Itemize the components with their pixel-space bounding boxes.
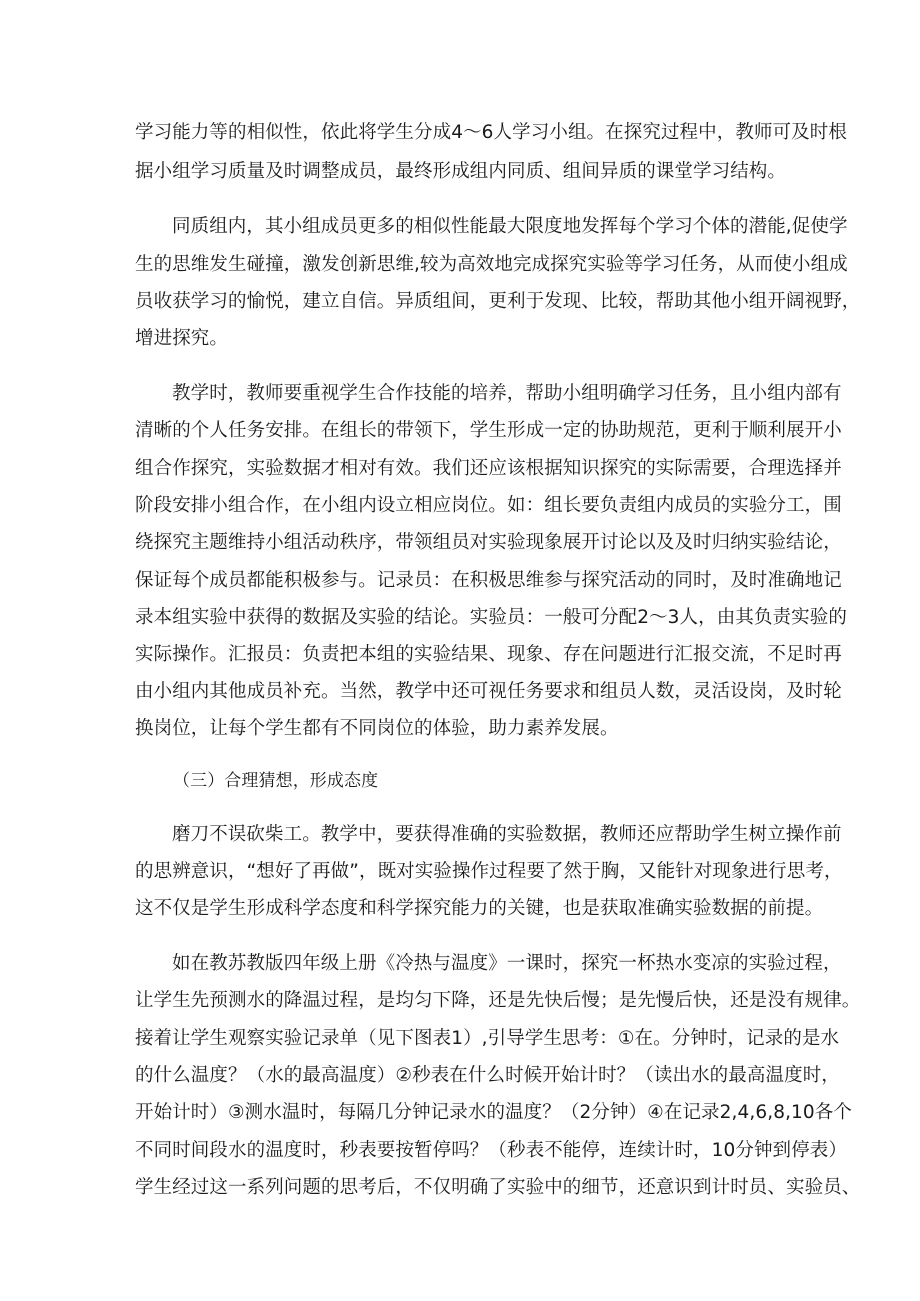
p4-line-2: 的思辨意识，“想好了再做”，既对实验操作过程要了然于胸，又能针对现象进行思考，	[135, 861, 843, 882]
p3-line-9: 由小组内其他成员补充。当然，教学中还可视任务要求和组员人数，灵活设岗，及时轮	[135, 681, 842, 702]
p5-line-4: 的什么温度？（水的最高温度）②秒表在什么时候开始计时？（读出水的最高温度时，	[135, 1065, 840, 1086]
p4-line-1: 磨刀不误砍柴工。教学中，要获得准确的实验数据，教师还应帮助学生树立操作前	[172, 824, 842, 845]
p3-line-7: 录本组实验中获得的数据及实验的结论。实验员：一般可分配2～3人，由其负责实验的	[135, 607, 847, 628]
p1-line-1: 学习能力等的相似性，依此将学生分成4～6人学习小组。在探究过程中，教师可及时根	[135, 122, 847, 143]
p3-line-8: 实际操作。汇报员：负责把本组的实验结果、现象、存在问题进行汇报交流，不足时再	[135, 644, 842, 665]
p5-line-5: 开始计时）③测水温时，每隔几分钟记录水的温度？（2分钟）④在记录2,4,6,8,10各个	[135, 1102, 852, 1123]
p3-line-10: 换岗位，让每个学生都有不同岗位的体验，助力素养发展。	[135, 718, 619, 739]
p1-line-2: 据小组学习质量及时调整成员，最终形成组内同质、组间异质的课堂学习结构。	[135, 161, 787, 182]
p5-line-3: 接着让学生观察实验记录单（见下图表1）,引导学生思考：①在。分钟时，记录的是水	[135, 1028, 840, 1049]
section-heading: （三）合理猜想，形成态度	[173, 771, 379, 791]
p3-line-2: 清晰的个人任务安排。在组长的带领下，学生形成一定的协助规范，更利于顺利展开小	[135, 420, 842, 441]
p3-line-1: 教学时，教师要重视学生合作技能的培养，帮助小组明确学习任务，且小组内部有	[172, 383, 842, 404]
p3-line-3: 组合作探究，实验数据才相对有效。我们还应该根据知识探究的实际需要，合理选择并	[135, 458, 842, 479]
p3-line-4: 阶段安排小组合作，在小组内设立相应岗位。如：组长要负责组内成员的实验分工，围	[135, 495, 842, 516]
p5-line-6: 不同时间段水的温度时，秒表要按暂停吗？（秒表不能停，连续计时，10分钟到停表）	[135, 1140, 847, 1161]
p2-line-2: 生的思维发生碰撞，激发创新思维,较为高效地完成探究实验等学习任务，从而使小组成	[135, 254, 848, 275]
p5-line-1: 如在教苏教版四年级上册《冷热与温度》一课时，探究一杯热水变凉的实验过程，	[172, 953, 842, 974]
p4-line-3: 这不仅是学生形成科学态度和科学探究能力的关键，也是获取准确实验数据的前提。	[135, 898, 824, 919]
p3-line-5: 绕探究主题维持小组活动秩序，带领组员对实验现象展开讨论以及及时归纳实验结论，	[135, 532, 842, 553]
p5-line-2: 让学生先预测水的降温过程，是均匀下降，还是先快后慢；是先慢后快，还是没有规律。	[135, 990, 861, 1011]
p5-line-7: 学生经过这一系列问题的思考后，不仅明确了实验中的细节，还意识到计时员、实验员、	[135, 1177, 861, 1198]
p2-line-3: 员收获学习的愉悦，建立自信。异质组间，更利于发现、比较，帮助其他小组开阔视野，	[135, 291, 861, 312]
p3-line-6: 保证每个成员都能积极参与。记录员：在积极思维参与探究活动的同时，及时准确地记	[135, 570, 842, 591]
p2-line-1: 同质组内，其小组成员更多的相似性能最大限度地发挥每个学习个体的潜能,促使学	[172, 216, 848, 237]
p2-line-4: 增进探究。	[135, 328, 229, 349]
